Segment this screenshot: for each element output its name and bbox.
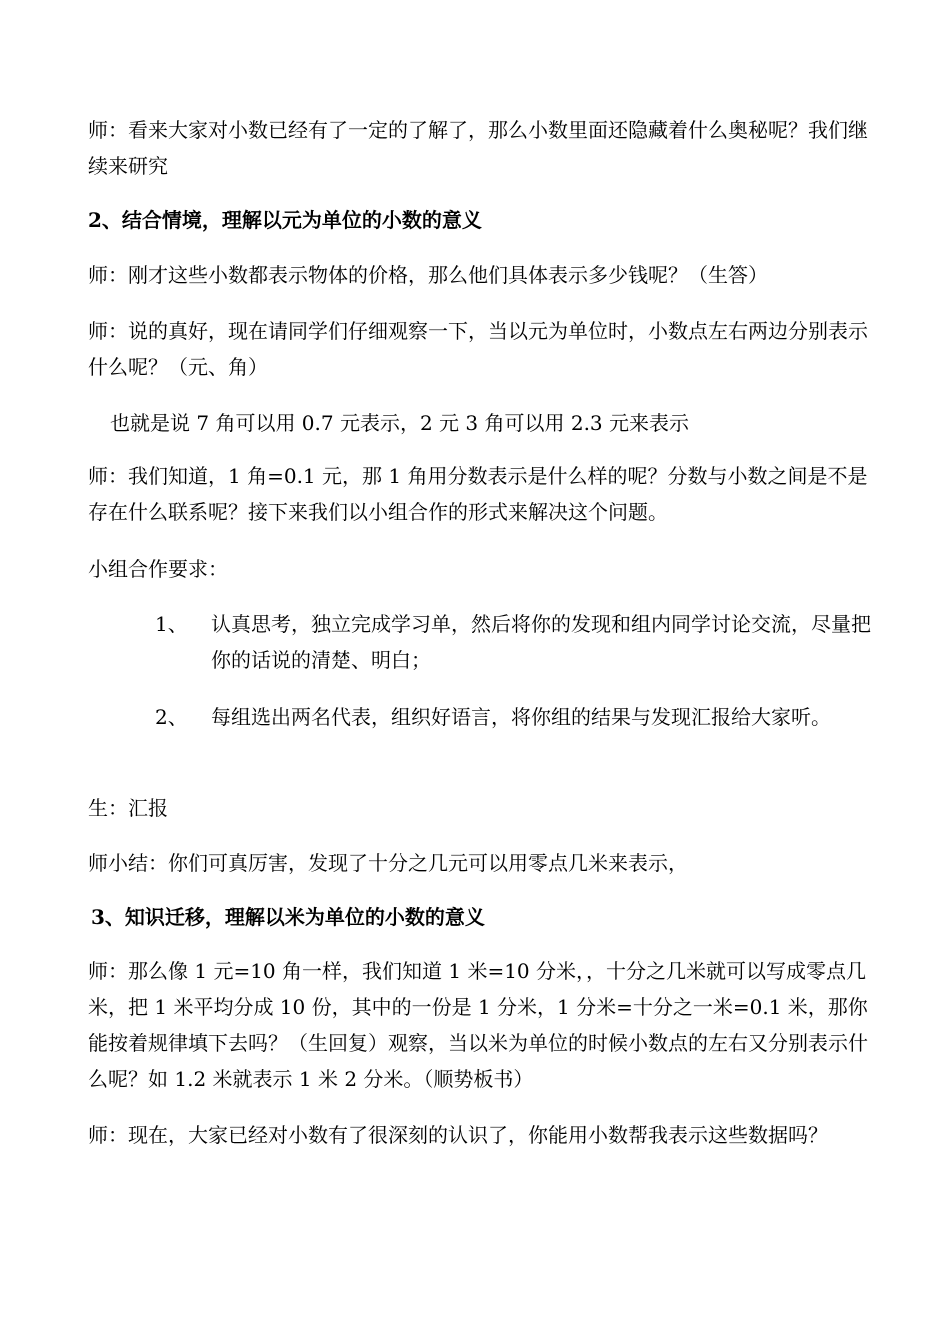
paragraph-observe-decimal-point: 师：说的真好，现在请同学们仔细观察一下，当以元为单位时，小数点左右两边分别表示什么呢？（元、角）: [88, 319, 868, 379]
paragraph-meter-decimal: 师：那么像 1 元=10 角一样，我们知道 1 米=10 分米，，十分之几米就可以写成零点几米，把 1 米平均分成 10 份，其中的一份是 1 分米，1 分米=十分之一米=0.1 米，那你能按着规律填下去吗？（生回复）观察，当以米为单位的时候小数点的左右又分别表示什么呢？如 1.2 米就表示 1 米 2 分米。（顺势板书）: [88, 959, 868, 1091]
paragraph-teacher-summary: 师小结：你们可真厉害，发现了十分之几元可以用零点几米来表示，: [88, 851, 688, 875]
list-item-number: 1、: [155, 612, 188, 636]
paragraph-jiao-example: 也就是说 7 角可以用 0.7 元表示，2 元 3 角可以用 2.3 元来表示: [110, 411, 690, 435]
paragraph-teacher-intro: 师：看来大家对小数已经有了一定的了解了，那么小数里面还隐藏着什么奥秘呢？我们继续来研究: [88, 118, 868, 178]
list-item-number: 2、: [155, 705, 188, 729]
paragraph-fraction-relation: 师：我们知道，1 角=0.1 元，那 1 角用分数表示是什么样的呢？分数与小数之间是不是存在什么联系呢？接下来我们以小组合作的形式来解决这个问题。: [88, 464, 868, 524]
paragraph-price-question: 师：刚才这些小数都表示物体的价格，那么他们具体表示多少钱呢？（生答）: [88, 263, 768, 287]
list-item-text: 认真思考，独立完成学习单，然后将你的发现和组内同学讨论交流，尽量把你的话说的清楚、明白；: [211, 612, 871, 672]
list-item-text: 每组选出两名代表，组织好语言，将你组的结果与发现汇报给大家听。: [211, 705, 831, 729]
section-heading-2: 2、结合情境，理解以元为单位的小数的意义: [88, 208, 482, 232]
paragraph-student-report: 生：汇报: [88, 796, 168, 820]
section-heading-3: 3、知识迁移，理解以米为单位的小数的意义: [91, 905, 485, 929]
paragraph-closing-question: 师：现在，大家已经对小数有了很深刻的认识了，你能用小数帮我表示这些数据吗？: [88, 1123, 828, 1147]
paragraph-group-requirements: 小组合作要求：: [88, 557, 228, 581]
